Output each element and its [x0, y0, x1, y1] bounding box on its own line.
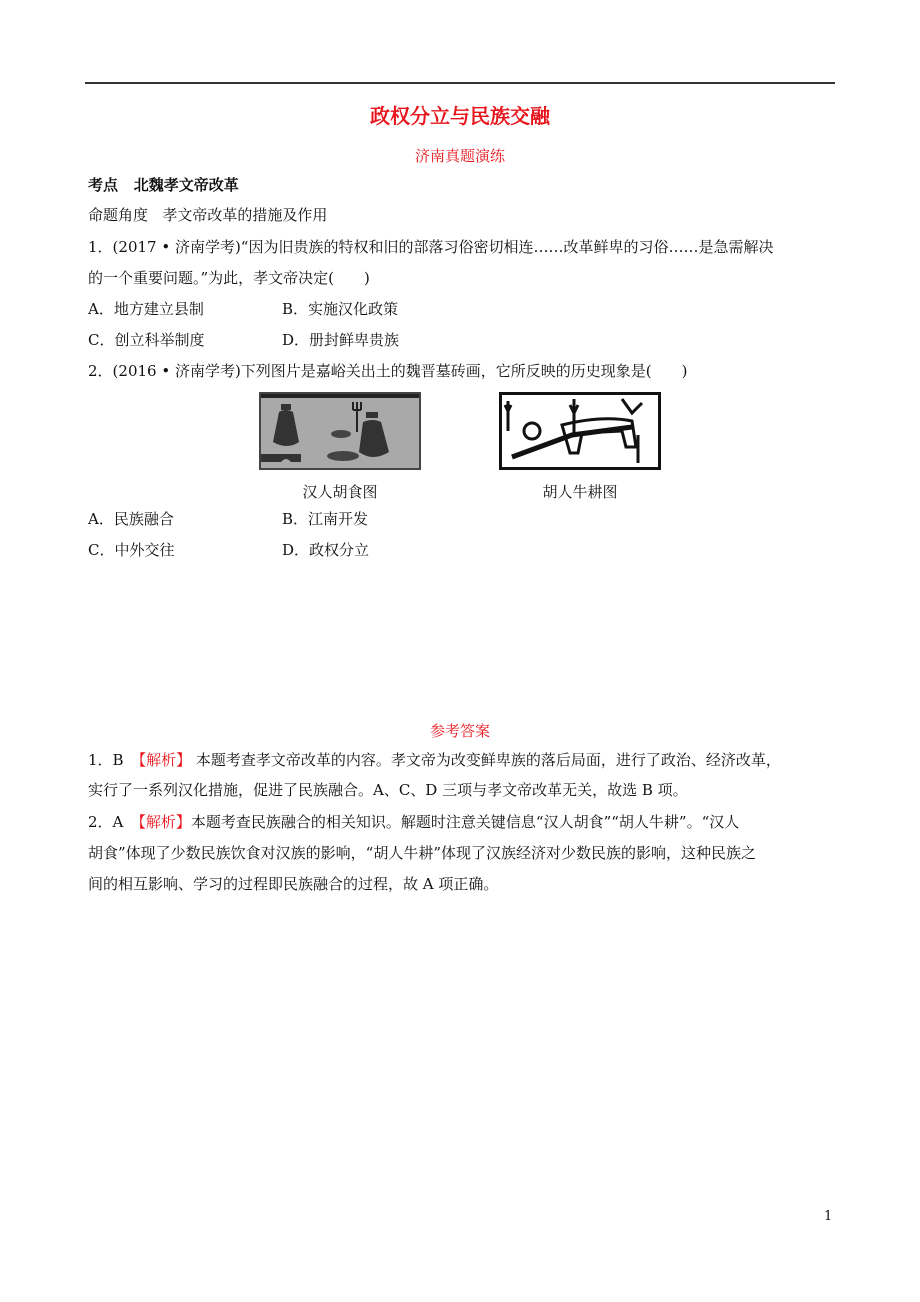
topic-label: 考点 — [88, 176, 119, 194]
analysis-tag: 【解析】 — [138, 813, 191, 831]
han-eating-hu-food-image — [259, 392, 421, 470]
answer-1-text: 本题考查孝文帝改革的内容。孝文帝为改变鲜卑族的落后局面，进行了政治、经济改革， — [195, 751, 781, 769]
image-caption-1: 汉人胡食图 — [302, 483, 378, 501]
page-number: 1 — [824, 1209, 833, 1224]
q1-option-b: B．实施汉化政策 — [282, 300, 399, 318]
angle-text: 孝文帝改革的措施及作用 — [162, 206, 328, 224]
angle-label: 命题角度 — [88, 206, 149, 224]
q2-option-d: D．政权分立 — [282, 541, 370, 559]
answer-2-line-1 — [88, 812, 739, 832]
q2-option-b: B．江南开发 — [282, 510, 369, 528]
answer-2-line-3: 间的相互影响、学习的过程即民族融合的过程，故 A 项正确。 — [88, 875, 499, 893]
q1-option-c: C．创立科举制度 — [88, 331, 205, 349]
question-1-line-2: 的一个重要问题。”为此，孝文帝决定( ) — [88, 269, 370, 287]
page-title: 政权分立与民族交融 — [370, 104, 550, 128]
topic-line — [88, 175, 239, 195]
answer-1-prefix: 1．B — [88, 751, 139, 769]
q2-option-a: A．民族融合 — [88, 510, 174, 528]
question-2-line-1: 2．(2016 • 济南学考)下列图片是嘉峪关出土的魏晋墓砖画，它所反映的历史现象是( ) — [88, 362, 688, 380]
answers-heading: 参考答案 — [429, 722, 490, 740]
answer-1-line-1 — [88, 750, 781, 770]
hu-ox-plowing-image — [499, 392, 661, 470]
answer-2-prefix: 2．A — [88, 813, 139, 831]
question-1-line-1: 1．(2017 • 济南学考)“因为旧贵族的特权和旧的部落习俗密切相连……改革鲜卑的习俗……是急需解决 — [88, 238, 774, 256]
analysis-tag: 【解析】 — [138, 751, 192, 769]
q2-option-c: C．中外交往 — [88, 541, 175, 559]
answer-2-text: 本题考查民族融合的相关知识。解题时注意关键信息“汉人胡食”“胡人牛耕”。“汉人 — [190, 813, 740, 831]
angle-line — [88, 205, 327, 225]
q1-option-a: A．地方建立县制 — [88, 300, 204, 318]
answer-1-line-2: 实行了一系列汉化措施，促进了民族融合。A、C、D 三项与孝文帝改革无关，故选 B 项。 — [88, 781, 688, 799]
image-caption-2: 胡人牛耕图 — [542, 483, 618, 501]
section-heading: 济南真题演练 — [414, 147, 505, 165]
answer-2-line-2: 胡食”体现了少数民族饮食对汉族的影响，“胡人牛耕”体现了汉族经济对少数民族的影响，这种民族之 — [88, 844, 757, 862]
header-rule — [85, 82, 835, 84]
topic-name: 北魏孝文帝改革 — [133, 176, 239, 194]
q1-option-d: D．册封鲜卑贵族 — [282, 331, 400, 349]
